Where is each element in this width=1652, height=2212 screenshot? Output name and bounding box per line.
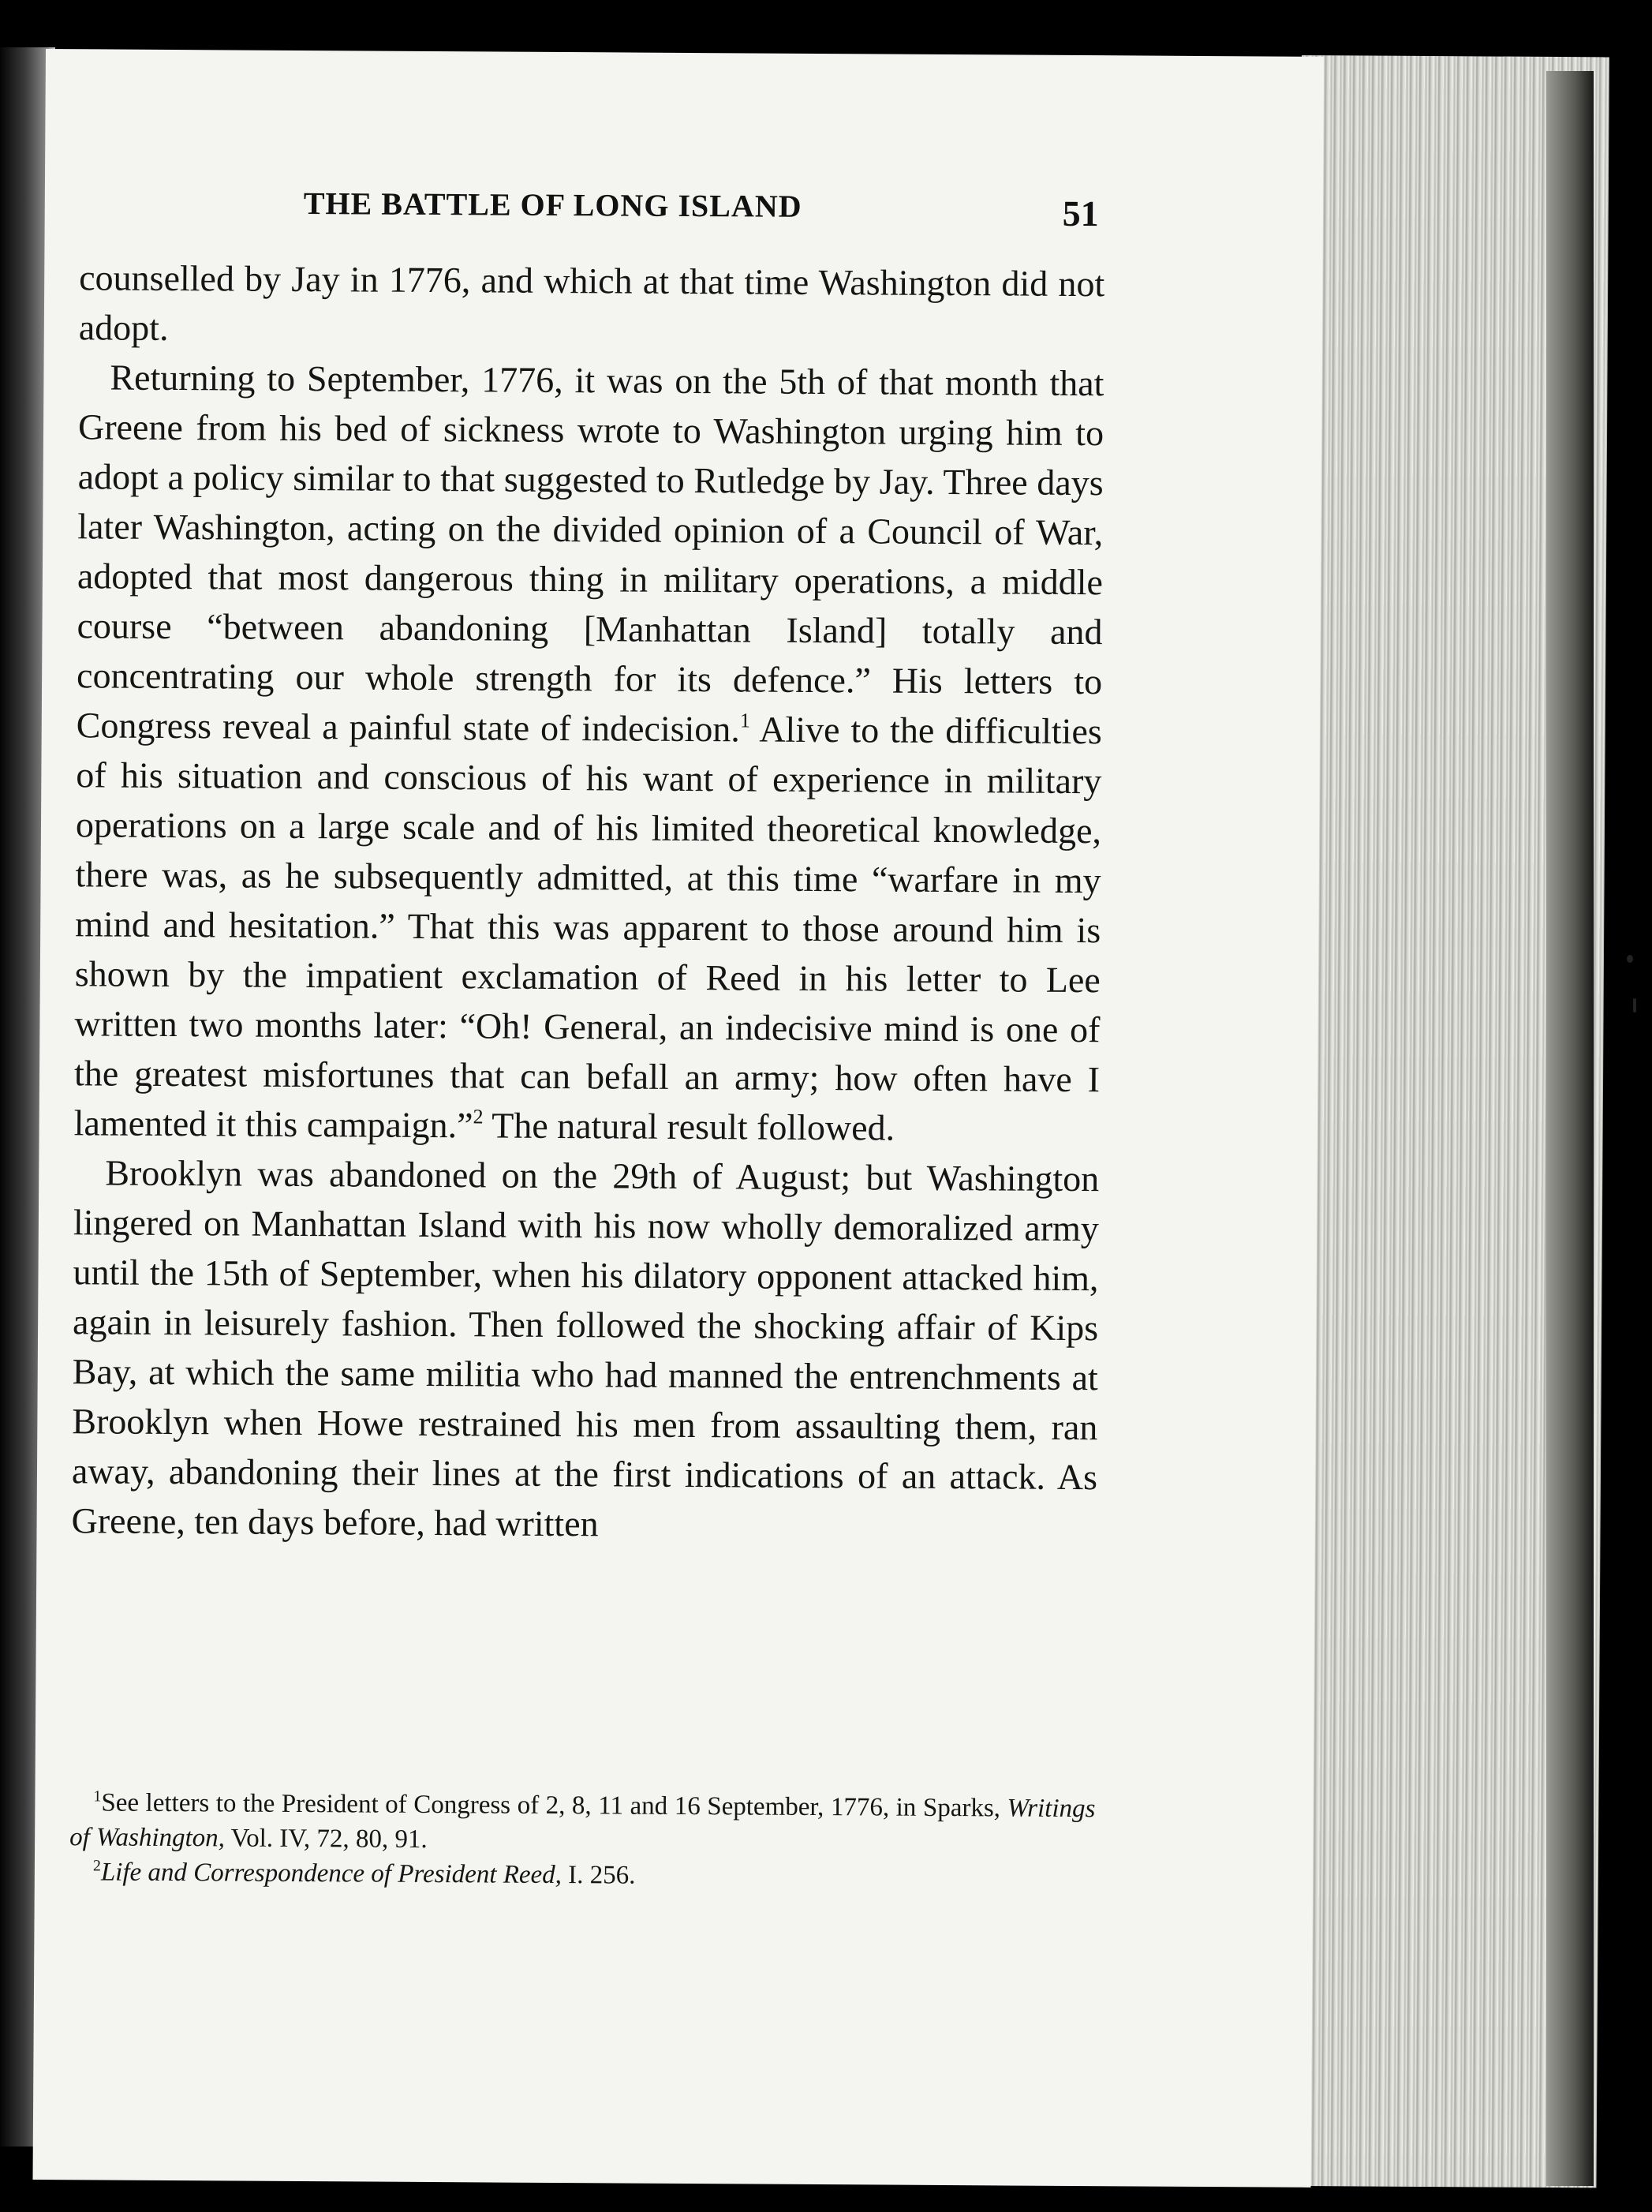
dust-speck	[1627, 955, 1633, 963]
footnotes	[69, 1785, 1096, 1896]
footnote-mark: 2	[92, 1857, 102, 1875]
paragraph-2-text-b: Alive to the difficulties of his situation and conscious of his want of experience in military operations on a large scale and of his limited theoretical knowledge, there was, as he subsequently admitted, at this time “warfare in my mind and hesitation.” That this was apparent to those around him is shown by the impatient exclamation of Reed in his letter to Lee written two months later: “Oh! General, an indecisive mind is one of the greatest misfortunes that can befall an army; how often have I lamented it this campaign.”	[73, 709, 1102, 1146]
dust-speck	[1633, 998, 1636, 1012]
paragraph-2	[73, 352, 1104, 1154]
running-title: THE BATTLE OF LONG ISLAND	[303, 185, 802, 224]
book-edge-shadow	[1546, 71, 1594, 2186]
footnote-2	[69, 1855, 1095, 1896]
page-header	[45, 183, 1102, 234]
footnote-ref-1: 1	[739, 709, 751, 732]
paragraph-2-text-c: The natural result followed.	[483, 1105, 895, 1148]
footnote-italic-title: Life and Correspondence of President Reed,	[100, 1858, 563, 1890]
paragraph-1: counselled by Jay in 1776, and which at that time Washington did not adopt.	[78, 257, 1105, 348]
footnote-text-end: Vol. IV, 72, 80, 91.	[224, 1824, 428, 1854]
book-page	[33, 49, 1324, 2188]
footnote-mark: 1	[93, 1787, 102, 1806]
footnote-1	[69, 1785, 1096, 1861]
footnote-italic-title: Writings of Washington,	[69, 1794, 1096, 1853]
paragraph-3: Brooklyn was abandoned on the 29th of August; but Washington lingered on Manhattan Island with his now wholly demoralized army until the 15th of September, when his dilatory opponent attacked him, again in leisurely fashion. Then followed the shocking affair of Kips Bay, at which the same militia who had manned the entrenchments at Brooklyn when Howe restrained his men from assaulting them, ran away, abandoning their lines at the first indications of an attack. As Greene, ten days before, had written	[71, 1152, 1100, 1544]
footnote-text: See letters to the President of Congress of 2, 8, 11 and 16 September, 1776, in Sparks,	[101, 1788, 1007, 1823]
footnote-text-end: I. 256.	[561, 1861, 636, 1890]
body-text	[71, 253, 1104, 1551]
footnote-ref-2: 2	[473, 1105, 484, 1128]
page-number: 51	[1062, 193, 1099, 234]
paragraph-2-text-a: Returning to September, 1776, it was on the 5th of that month that Greene from his bed of sickness wrote to Washington urging him to adopt a policy similar to that suggested to Rutledge by Jay. Three days later Washington, acting on the divided opinion of a Council of War, adopted that most dangerous thing in military operations, a middle course “between abandoning [Manhattan Island] totally and concentrating our whole strength for its defence.” His letters to Congress reveal a painful state of indecision.	[76, 357, 1104, 750]
